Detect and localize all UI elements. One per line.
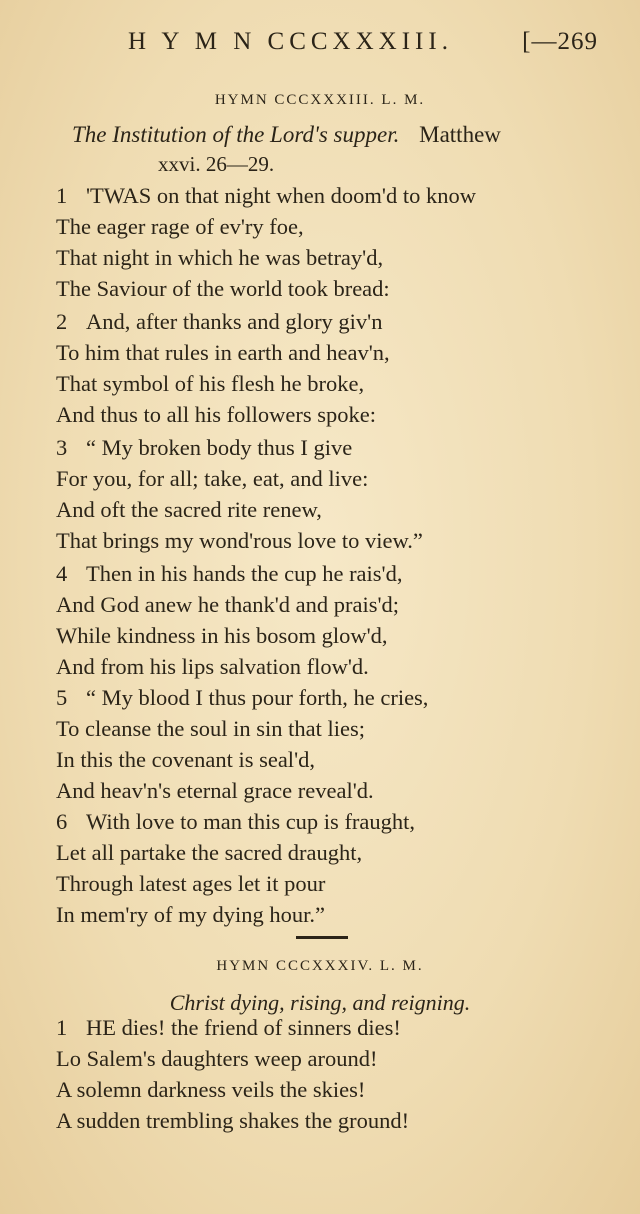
- verse-line: And from his lips salvation flow'd.: [56, 654, 369, 679]
- verse-number: 1: [56, 1015, 68, 1040]
- verse-line: That brings my wond'rous love to view.”: [56, 528, 423, 553]
- verse-line: “ My blood I thus pour forth, he cries,: [86, 685, 429, 710]
- verse-3: [56, 432, 616, 556]
- section-divider: [296, 936, 348, 939]
- verse-line: To cleanse the soul in sin that lies;: [56, 716, 365, 741]
- page-number: [—269: [522, 28, 598, 55]
- hymn-heading-2: HYMN CCCXXXIV. L. M.: [216, 958, 424, 974]
- verse-line: And heav'n's eternal grace reveal'd.: [56, 778, 374, 803]
- verse-1: [56, 180, 616, 304]
- verse-4: [56, 558, 616, 682]
- verse-6: [56, 806, 616, 930]
- verse-line: To him that rules in earth and heav'n,: [56, 340, 390, 365]
- verse-line: “ My broken body thus I give: [86, 435, 353, 460]
- subject-text: The Institution of the Lord's supper.: [72, 122, 400, 147]
- verse-line: The Saviour of the world took bread:: [56, 276, 390, 301]
- verse-line: 'TWAS on that night when doom'd to know: [86, 183, 476, 208]
- running-head: [128, 28, 598, 56]
- hymn-subject-2: Christ dying, rising, and reigning.: [169, 990, 471, 1015]
- verse-line: Through latest ages let it pour: [56, 871, 326, 896]
- verse-line: Then in his hands the cup he rais'd,: [86, 561, 403, 586]
- verse-line: That symbol of his flesh he broke,: [56, 371, 365, 396]
- verse-line: Let all partake the sacred draught,: [56, 840, 363, 865]
- verse-number: 1: [56, 183, 68, 208]
- scripture-ref-verses: xxvi. 26—29.: [158, 152, 275, 176]
- hymn-subject: [72, 122, 501, 148]
- verse-number: 4: [56, 561, 68, 586]
- verse-line: And God anew he thank'd and prais'd;: [56, 592, 400, 617]
- verse-line: And thus to all his followers spoke:: [56, 402, 376, 427]
- running-head-title: H Y M N CCCXXXIII.: [128, 28, 453, 55]
- verse-2-1: [56, 1012, 616, 1136]
- verse-line: While kindness in his bosom glow'd,: [56, 623, 388, 648]
- verse-number: 6: [56, 809, 68, 834]
- verse-line: And, after thanks and glory giv'n: [86, 309, 383, 334]
- scripture-ref: Matthew: [419, 122, 501, 147]
- verse-line: With love to man this cup is fraught,: [86, 809, 416, 834]
- verse-number: 3: [56, 435, 68, 460]
- verse-line: That night in which he was betray'd,: [56, 245, 384, 270]
- hymn-heading: HYMN CCCXXXIII. L. M.: [214, 92, 426, 108]
- verse-5: [56, 682, 616, 806]
- verse-line: In this the covenant is seal'd,: [56, 747, 315, 772]
- verse-line: And oft the sacred rite renew,: [56, 497, 322, 522]
- verse-line: HE dies! the friend of sinners dies!: [86, 1015, 401, 1040]
- verse-number: 5: [56, 685, 68, 710]
- verse-line: Lo Salem's daughters weep around!: [56, 1046, 378, 1071]
- verse-line: In mem'ry of my dying hour.”: [56, 902, 326, 927]
- verse-line: A solemn darkness veils the skies!: [56, 1077, 366, 1102]
- verse-line: For you, for all; take, eat, and live:: [56, 466, 369, 491]
- verse-line: The eager rage of ev'ry foe,: [56, 214, 304, 239]
- verse-2: [56, 306, 616, 430]
- verse-line: A sudden trembling shakes the ground!: [56, 1108, 410, 1133]
- verse-number: 2: [56, 309, 68, 334]
